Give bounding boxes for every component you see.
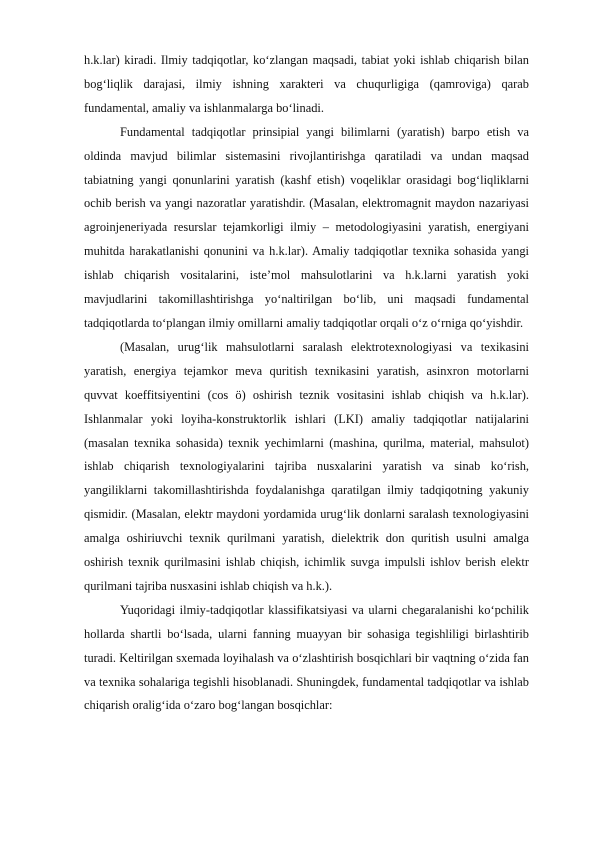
paragraph-1: h.k.lar) kiradi. Ilmiy tadqiqotlar, ko‘zlangan maqsadi, tabiat yoki ishlab chiqarish bilan bog‘liqlik darajasi, ilmiy ishning xarakteri va chuqurligiga (qamroviga) qarab fundamental, amaliy va ishlanmalarga bo‘linadi. bbox=[84, 53, 529, 115]
paragraph-4: Yuqoridagi ilmiy-tadqiqotlar klassifikatsiyasi va ularni chegaralanishi ko‘pchilik hollarda shartli bo‘lsada, ularni fanning muayyan bir sohasiga tegishliligi birlashtirib turadi. Keltirilgan sxemada loyihalash va o‘zlashtirish bosqichlari bir vaqtning o‘zida fan va texnika sohalariga tegishli hisoblanadi. Shuningdek, fundamental tadqiqotlar va ishlab chiqarish oralig‘ida o‘zaro bog‘langan bosqichlar: bbox=[84, 602, 529, 713]
document-page bbox=[84, 49, 529, 718]
paragraph-2: Fundamental tadqiqotlar prinsipial yangi bilimlarni (yaratish) barpo etish va oldinda mavjud bilimlar sistemasini rivojlantirishga qaratiladi va undan maqsad tabiatning yangi qonunlarini yaratish (kashf etish) voqeliklar orasidagi bog‘liqliklarni ochib berish va yangi nazoratlar yaratishdir. (Masalan, elektromagnit maydon nazariyasi agroinjeneriyada resurslar tejamkorligi ilmiy – metodologiyasini yaratish, energiyani muhitda harakatlanishi qonunini va h.k.lar). Amaliy tadqiqotlar texnika sohasida yangi ishlab chiqarish vositalarini, iste’mol mahsulotlarini va h.k.larni yaratish yoki mavjudlarini takomillashtirishga yo‘naltirilgan bo‘lib, uni maqsadi fundamental tadqiqotlarda to‘plangan ilmiy omillarni amaliy tadqiqotlar orqali o‘z o‘rniga qo‘yishdir. bbox=[84, 124, 529, 330]
paragraph-3: (Masalan, urug‘lik mahsulotlarni saralash elektrotexnologiyasi va texikasini yaratish, energiya tejamkor meva quritish texnikasini yaratish, asinxron motorlarni quvvat koeffitsiyentini (cos ö) oshirish teznik vositasini ishlab chiqish va h.k.lar). Ishlanmalar yoki loyiha-konstruktorlik ishlari (LKI) amaliy tadqiqotlar natijalarini (masalan texnika sohasida) texnik yechimlarni (mashina, qurilma, material, mahsulot) ishlab chiqarish texnologiyalarini tajriba nusxalarini yaratish va sinab ko‘rish, yangiliklarni takomillashtirishda foydalanishga qaratilgan ilmiy tadqiqotning yakuniy qismidir. (Masalan, elektr maydoni yordamida urug‘lik donlarni saralash texnologiyasini amalga oshiriuvchi texnik qurilmani yaratish, dielektrik don quritish usulni amalga oshirish texnik qurilmasini ishlab chiqish, ichimlik suvga impulsli ishlov berish elektr qurilmani tajriba nusxasini ishlab chiqish va h.k.). bbox=[84, 339, 529, 593]
